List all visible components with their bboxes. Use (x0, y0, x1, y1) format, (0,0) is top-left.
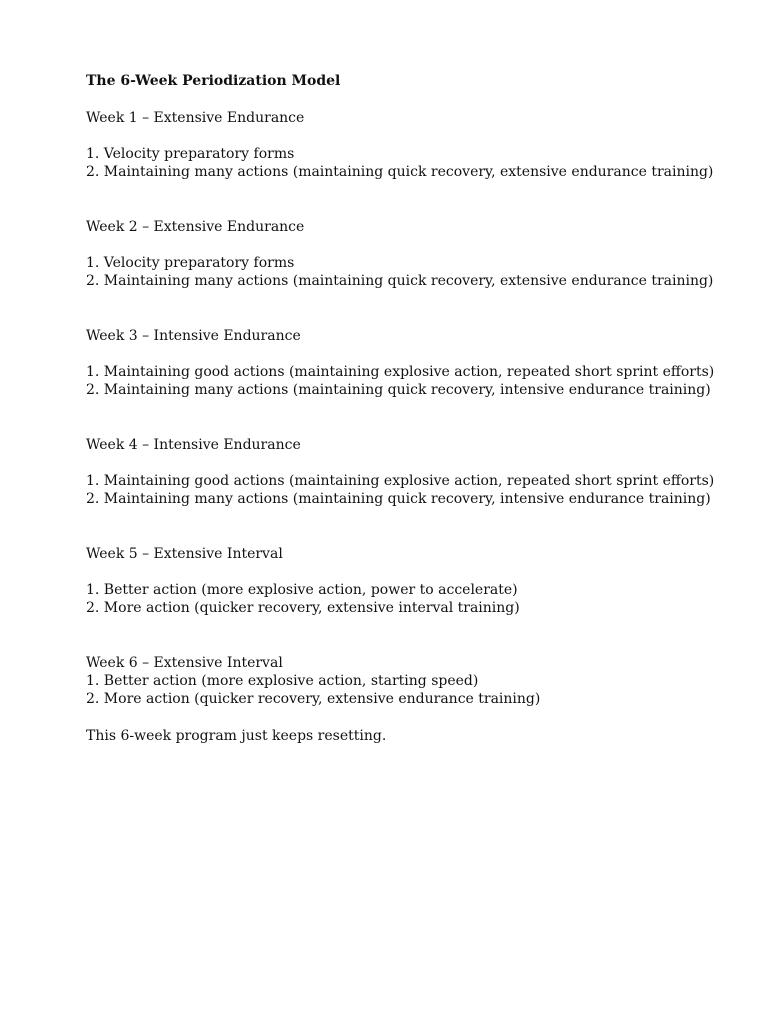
list-item: 2. More action (quicker recovery, extensive interval training) (86, 600, 520, 616)
document-page (86, 72, 746, 745)
list-item: 2. Maintaining many actions (maintaining quick recovery, intensive endurance training) (86, 382, 711, 398)
week-section-4 (86, 436, 746, 508)
week-heading: Week 3 – Intensive Endurance (86, 328, 301, 344)
week-heading: Week 4 – Intensive Endurance (86, 437, 301, 453)
week-section-5 (86, 545, 746, 617)
week-section-6 (86, 654, 746, 708)
week-section-3 (86, 327, 746, 399)
list-item: 1. Better action (more explosive action, power to accelerate) (86, 582, 518, 598)
list-item: 1. Maintaining good actions (maintaining explosive action, repeated short sprint efforts) (86, 364, 715, 380)
list-item: 2. Maintaining many actions (maintaining quick recovery, intensive endurance training) (86, 491, 711, 507)
week-section-1 (86, 109, 746, 181)
week-section-2 (86, 218, 746, 290)
week-heading: Week 2 – Extensive Endurance (86, 219, 305, 235)
list-item: 1. Better action (more explosive action, starting speed) (86, 673, 479, 689)
list-item: 2. Maintaining many actions (maintaining quick recovery, extensive endurance training) (86, 273, 714, 289)
document-title: The 6-Week Periodization Model (86, 73, 341, 89)
week-heading: Week 5 – Extensive Interval (86, 546, 283, 562)
list-item: 2. More action (quicker recovery, extensive endurance training) (86, 691, 541, 707)
week-heading: Week 1 – Extensive Endurance (86, 110, 305, 126)
closing-note: This 6-week program just keeps resetting. (86, 728, 387, 744)
list-item: 1. Velocity preparatory forms (86, 146, 295, 162)
list-item: 1. Velocity preparatory forms (86, 255, 295, 271)
week-heading: Week 6 – Extensive Interval (86, 655, 283, 671)
list-item: 2. Maintaining many actions (maintaining quick recovery, extensive endurance training) (86, 164, 714, 180)
list-item: 1. Maintaining good actions (maintaining explosive action, repeated short sprint efforts) (86, 473, 715, 489)
